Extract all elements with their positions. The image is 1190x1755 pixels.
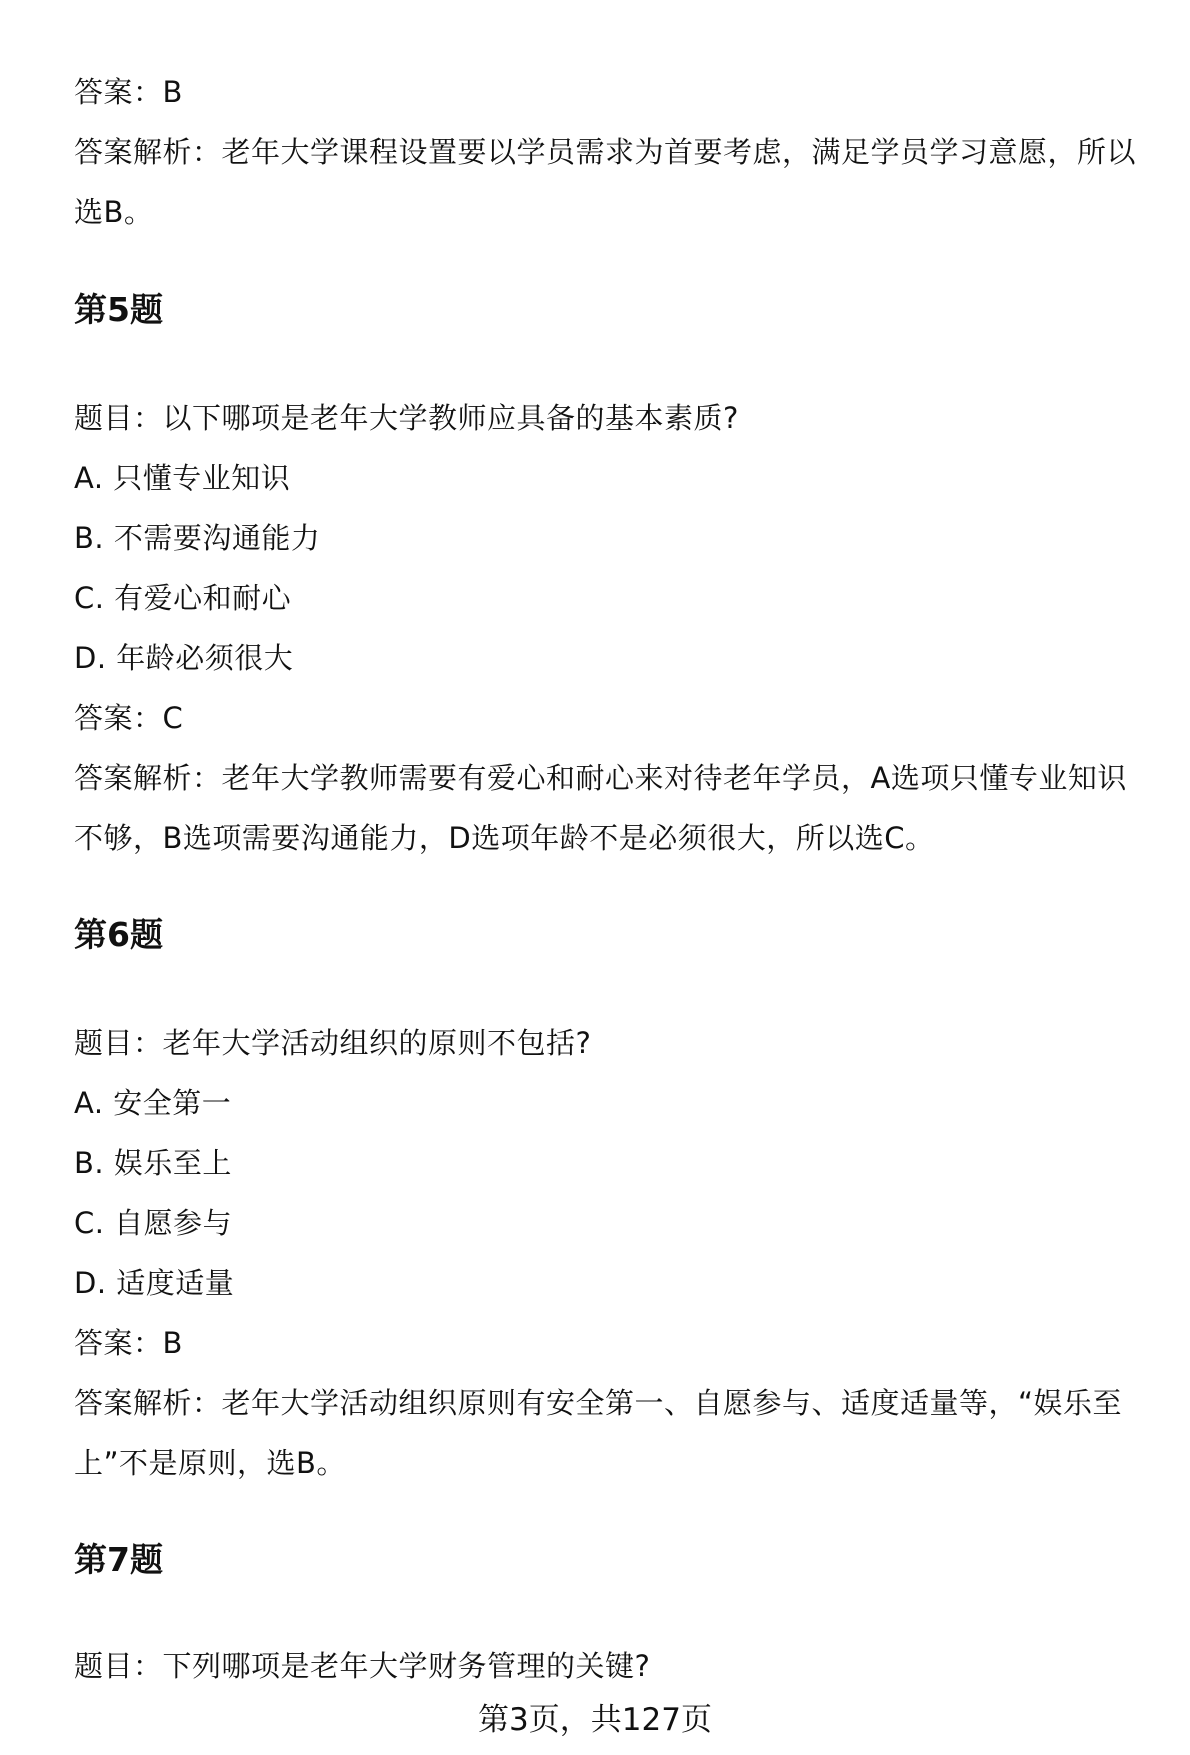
answer-line: 答案：B [74,75,183,109]
question-prompt: 题目：以下哪项是老年大学教师应具备的基本素质? [74,401,739,435]
option-d: D. 适度适量 [74,1266,235,1300]
answer-line: 答案：B [74,1326,183,1360]
option-b: B. 娱乐至上 [74,1146,232,1180]
option-c: C. 自愿参与 [74,1206,233,1240]
option-a: A. 安全第一 [74,1086,232,1120]
question-heading: 第5题 [74,290,163,329]
explanation-line: 上”不是原则，选B。 [74,1446,346,1480]
answer-line: 答案：C [74,701,184,735]
option-a: A. 只懂专业知识 [74,461,291,495]
option-c: C. 有爱心和耐心 [74,581,292,615]
question-heading: 第6题 [74,915,163,954]
explanation-line: 答案解析：老年大学课程设置要以学员需求为首要考虑，满足学员学习意愿，所以 [74,135,1137,169]
explanation-line: 选B。 [74,195,154,229]
question-heading: 第7题 [74,1540,163,1579]
question-prompt: 题目：下列哪项是老年大学财务管理的关键? [74,1649,651,1683]
page-number-footer: 第3页，共127页 [478,1702,712,1738]
option-b: B. 不需要沟通能力 [74,521,321,555]
explanation-line: 答案解析：老年大学活动组织原则有安全第一、自愿参与、适度适量等，“娱乐至 [74,1386,1123,1420]
explanation-line: 答案解析：老年大学教师需要有爱心和耐心来对待老年学员，A选项只懂专业知识 [74,761,1127,795]
explanation-line: 不够，B选项需要沟通能力，D选项年龄不是必须很大，所以选C。 [74,821,935,855]
question-prompt: 题目：老年大学活动组织的原则不包括? [74,1026,592,1060]
option-d: D. 年龄必须很大 [74,641,294,675]
